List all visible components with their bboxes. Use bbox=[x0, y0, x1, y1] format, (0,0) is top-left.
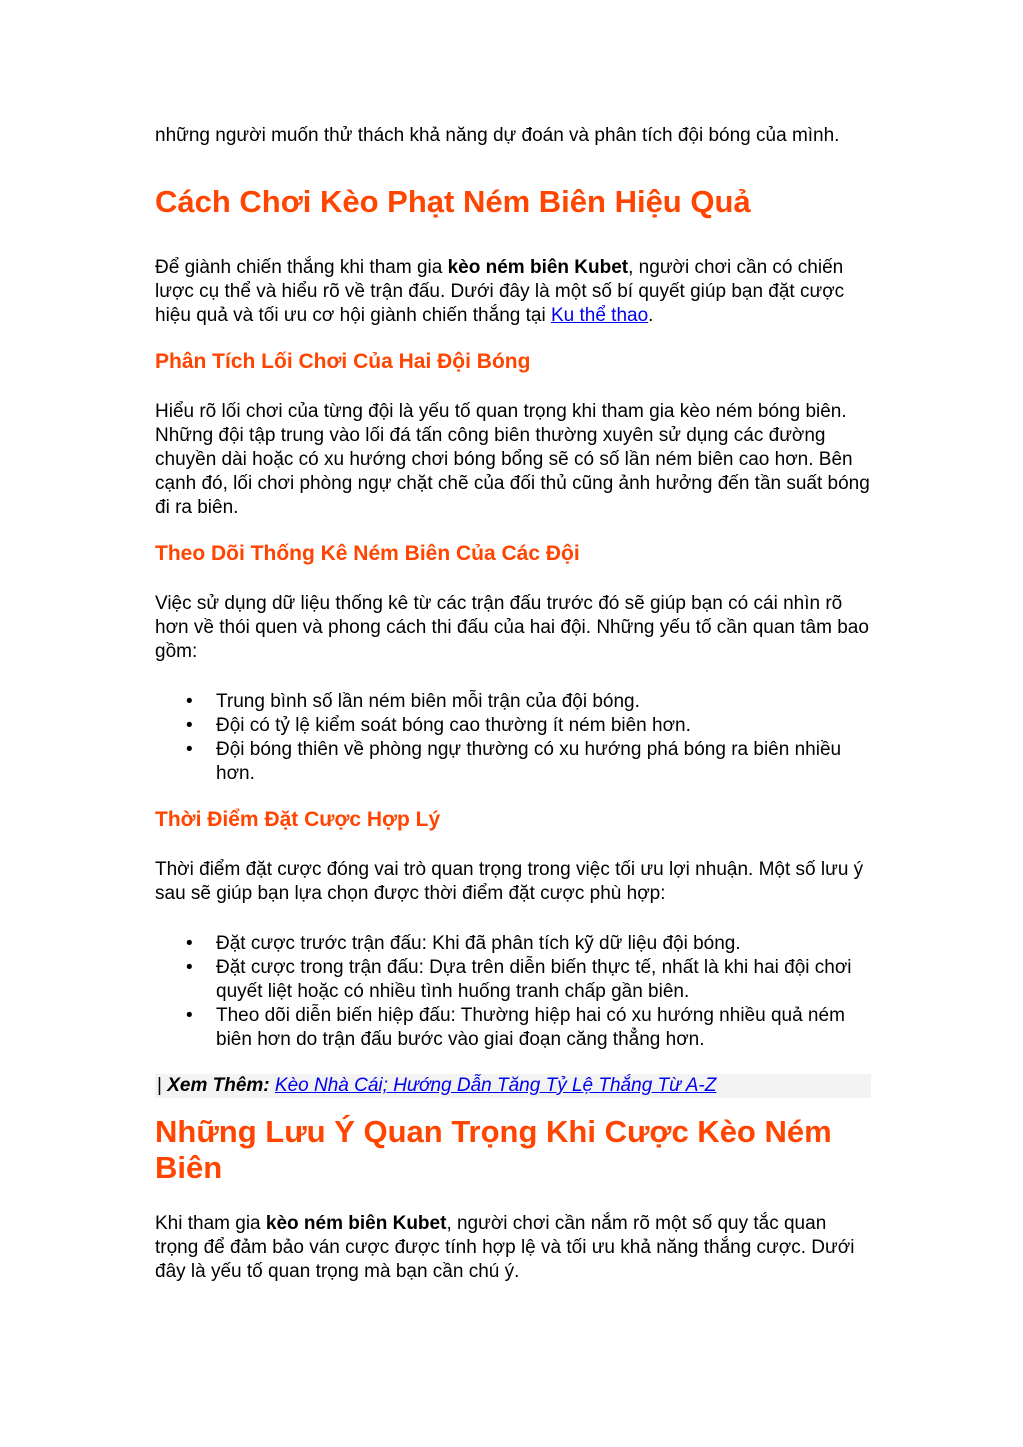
bullet-icon: • bbox=[186, 691, 193, 712]
list-item bbox=[155, 1004, 871, 1052]
list-item bbox=[155, 956, 871, 1004]
list-item-text: Trung bình số lần ném biên mỗi trận của đội bóng. bbox=[216, 691, 640, 712]
thoi-diem-list bbox=[155, 932, 871, 1052]
bullet-icon: • bbox=[186, 933, 193, 954]
list-item bbox=[155, 714, 871, 738]
section1-text-before: Để giành chiến thắng khi tham gia bbox=[155, 257, 448, 278]
see-more-prefix: | bbox=[157, 1075, 168, 1096]
list-item-text: Theo dõi diễn biến hiệp đấu: Thường hiệp hai có xu hướng nhiều quả ném biên hơn do trận đấu bước vào giai đoạn căng thẳng hơn. bbox=[216, 1005, 845, 1050]
section2-paragraph bbox=[155, 1212, 871, 1284]
thong-ke-list bbox=[155, 690, 871, 786]
see-more-link[interactable]: Kèo Nhà Cái; Hướng Dẫn Tăng Tỷ Lệ Thắng Từ A-Z bbox=[274, 1075, 717, 1096]
theo-doi-paragraph: Việc sử dụng dữ liệu thống kê từ các trận đấu trước đó sẽ giúp bạn có cái nhìn rõ hơn về thói quen và phong cách thi đấu của hai đội. Những yếu tố cần quan tâm bao gồm: bbox=[155, 593, 869, 662]
list-item bbox=[155, 932, 871, 956]
section1-text-end: . bbox=[648, 305, 654, 326]
bullet-icon: • bbox=[186, 739, 193, 760]
subheading-thoi-diem: Thời Điểm Đặt Cược Hợp Lý bbox=[155, 808, 441, 831]
ku-the-thao-link[interactable]: Ku thể thao bbox=[550, 305, 649, 326]
intro-paragraph: những người muốn thử thách khả năng dự đoán và phân tích đội bóng của mình. bbox=[155, 125, 840, 146]
thoi-diem-paragraph: Thời điểm đặt cược đóng vai trò quan trọng trong việc tối ưu lợi nhuận. Một số lưu ý sau sẽ giúp bạn lựa chọn được thời điểm đặt cược phù hợp: bbox=[155, 859, 864, 904]
section1-text-after: , người chơi cần có chiến lược cụ thể và hiểu rõ về trận đấu. Dưới đây là một số bí quyết giúp bạn đặt cược hiệu quả và tối ưu cơ hội giành chiến thắng tại bbox=[155, 257, 845, 326]
section1-bold-keyword: kèo ném biên Kubet bbox=[447, 257, 629, 278]
section2-bold-keyword: kèo ném biên Kubet bbox=[265, 1213, 447, 1234]
phan-tich-paragraph: Hiểu rõ lối chơi của từng đội là yếu tố quan trọng khi tham gia kèo ném bóng biên. Những đội tập trung vào lối đá tấn công biên thường xuyên sử dụng các đường chuyền dài hoặc có xu hướng chơi bóng bổng sẽ có số lần ném biên cao hơn. Bên cạnh đó, lối chơi phòng ngự chặt chẽ của đối thủ cũng ảnh hưởng đến tần suất bóng đi ra biên. bbox=[155, 401, 870, 518]
list-item-text: Đặt cược trong trận đấu: Dựa trên diễn biến thực tế, nhất là khi hai đội chơi quyết liệt hoặc có nhiều tình huống tranh chấp gần biên. bbox=[216, 957, 852, 1002]
list-item-text: Đặt cược trước trận đấu: Khi đã phân tích kỹ dữ liệu đội bóng. bbox=[216, 933, 741, 954]
document-page bbox=[155, 124, 871, 1284]
bullet-icon: • bbox=[186, 957, 193, 978]
section2-text-before: Khi tham gia bbox=[155, 1213, 266, 1234]
see-more-label: Xem Thêm: bbox=[167, 1075, 270, 1096]
list-item-text: Đội có tỷ lệ kiểm soát bóng cao thường ít ném biên hơn. bbox=[216, 715, 691, 736]
bullet-icon: • bbox=[186, 715, 193, 736]
list-item bbox=[155, 738, 871, 786]
list-item-text: Đội bóng thiên về phòng ngự thường có xu hướng phá bóng ra biên nhiều hơn. bbox=[216, 739, 842, 784]
section1-paragraph bbox=[155, 256, 871, 328]
bullet-icon: • bbox=[186, 1005, 193, 1026]
section-heading-cach-choi: Cách Chơi Kèo Phạt Ném Biên Hiệu Quả bbox=[155, 184, 751, 219]
section2-text-after: , người chơi cần nắm rõ một số quy tắc quan trọng để đảm bảo ván cược được tính hợp lệ và tối ưu khả năng thắng cược. Dưới đây là yếu tố quan trọng mà bạn cần chú ý. bbox=[155, 1213, 855, 1282]
see-more-box bbox=[155, 1074, 871, 1098]
section-heading-luu-y: Những Lưu Ý Quan Trọng Khi Cược Kèo Ném Biên bbox=[155, 1114, 832, 1185]
subheading-theo-doi: Theo Dõi Thống Kê Ném Biên Của Các Đội bbox=[155, 542, 580, 565]
subheading-phan-tich: Phân Tích Lối Chơi Của Hai Đội Bóng bbox=[155, 350, 531, 373]
list-item bbox=[155, 690, 871, 714]
